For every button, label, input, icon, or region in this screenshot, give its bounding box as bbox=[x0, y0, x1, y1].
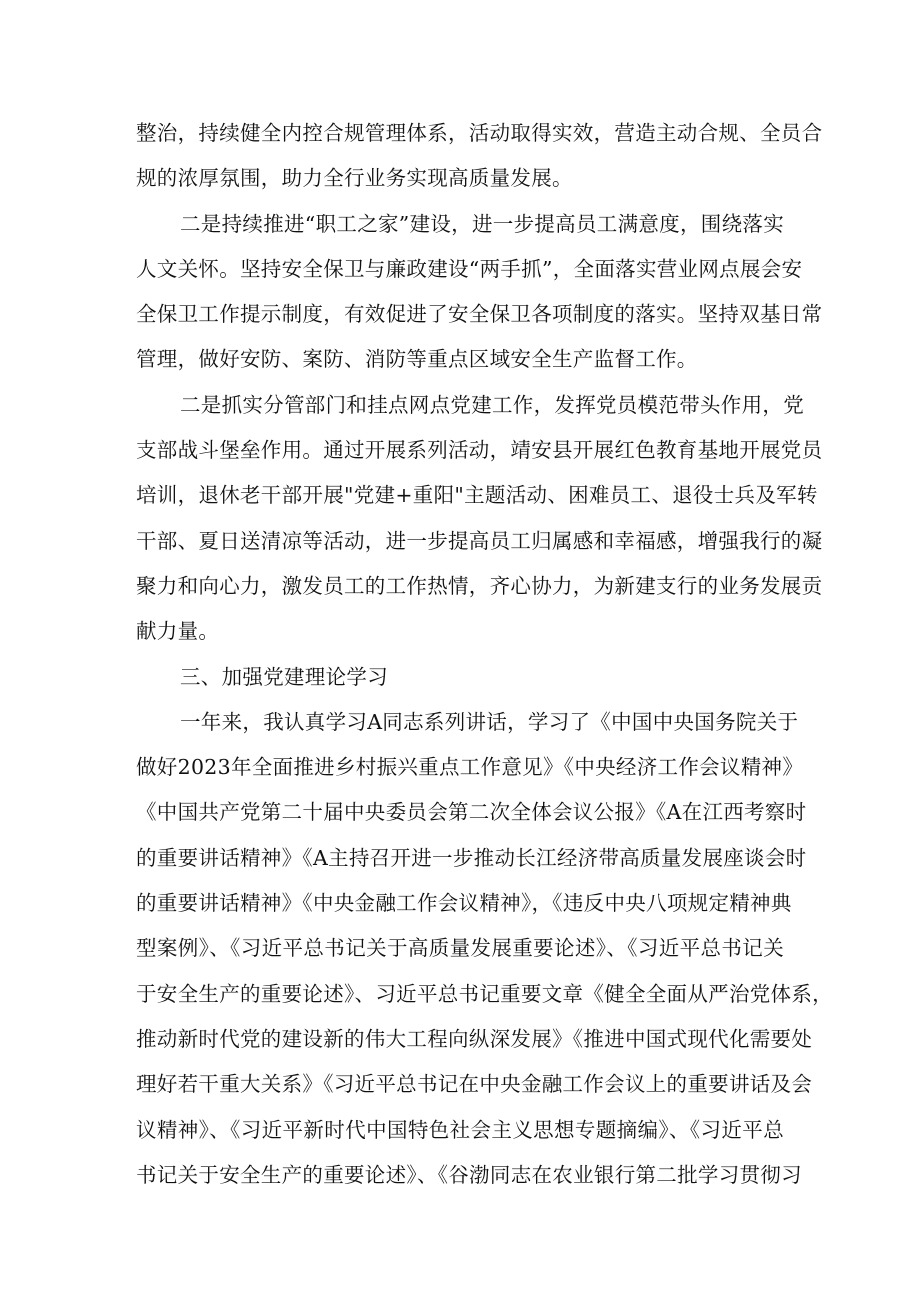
text-line: 干部、夏日送清凉等活动，进一步提高员工归属感和幸福感，增强我行的凝 bbox=[136, 528, 823, 553]
text-line: 支部战斗堡垒作用。通过开展系列活动，靖安县开展红色教育基地开展党员 bbox=[136, 438, 823, 463]
text-line: 于安全生产的重要论述》、习近平总书记重要文章《健全全面从严治党体系， bbox=[136, 981, 833, 1006]
text-line: 的重要讲话精神》《中央金融工作会议精神》，《违反中央八项规定精神典 bbox=[136, 891, 792, 916]
text-line: 献力量。 bbox=[136, 619, 220, 644]
text-line: 人文关怀。坚持安全保卫与廉政建设“两手抓”，全面落实营业网点展会安 bbox=[136, 256, 803, 281]
section-heading: 三、加强党建理论学习 bbox=[180, 664, 388, 689]
text-line: 培训，退休老干部开展"党建+重阳"主题活动、困难员工、退役士兵及军转 bbox=[136, 483, 818, 508]
document-page bbox=[136, 111, 833, 1198]
text-line: 管理，做好安防、案防、消防等重点区域安全生产监督工作。 bbox=[136, 347, 698, 372]
text-line: 规的浓厚氛围，助力全行业务实现高质量发展。 bbox=[136, 166, 573, 191]
text-line: 理好若干重大关系》《习近平总书记在中央金融工作会议上的重要讲话及会 bbox=[136, 1072, 813, 1097]
text-line: 二是抓实分管部门和挂点网点党建工作，发挥党员模范带头作用，党 bbox=[180, 392, 804, 417]
text-line: 《中国共产党第二十届中央委员会第二次全体会议公报》《A在江西考察时 bbox=[136, 800, 807, 825]
text-line: 一年来，我认真学习A同志系列讲话，学习了《中国中央国务院关于 bbox=[180, 709, 799, 734]
text-line: 整治，持续健全内控合规管理体系，活动取得实效，营造主动合规、全员合 bbox=[136, 121, 823, 145]
text-line: 二是持续推进“职工之家”建设，进一步提高员工满意度，围绕落实 bbox=[180, 211, 784, 236]
text-line: 书记关于安全生产的重要论述》、《谷渤同志在农业银行第二批学习贯彻习 bbox=[136, 1162, 802, 1187]
text-line: 推动新时代党的建设新的伟大工程向纵深发展》《推进中国式现代化需要处 bbox=[136, 1026, 813, 1051]
text-line: 全保卫工作提示制度，有效促进了安全保卫各项制度的落实。坚持双基日常 bbox=[136, 302, 823, 327]
text-line: 聚力和向心力，激发员工的工作热情，齐心协力，为新建支行的业务发展贡 bbox=[136, 573, 823, 598]
text-line: 型案例》、《习近平总书记关于高质量发展重要论述》、《习近平总书记关 bbox=[136, 936, 784, 961]
text-line: 的重要讲话精神》《A主持召开进一步推动长江经济带高质量发展座谈会时 bbox=[136, 845, 807, 870]
text-line: 做好2023年全面推进乡村振兴重点工作意见》《中央经济工作会议精神》 bbox=[136, 755, 804, 780]
text-line: 议精神》、《习近平新时代中国特色社会主义思想专题摘编》、《习近平总 bbox=[136, 1117, 784, 1142]
